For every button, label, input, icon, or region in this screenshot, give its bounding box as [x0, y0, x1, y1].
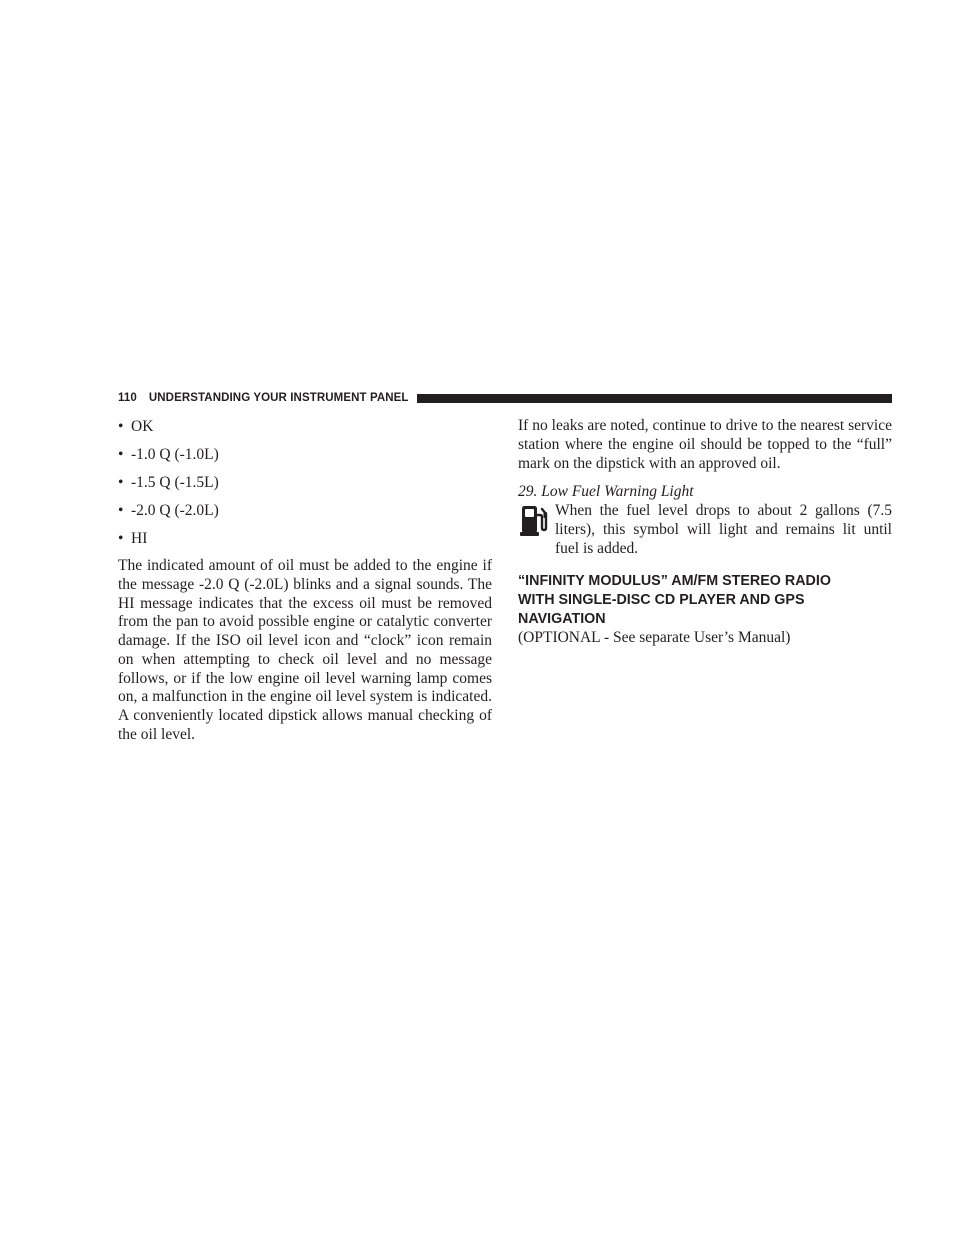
bullet-dot: •: [118, 474, 124, 491]
oil-level-option: HI: [131, 530, 148, 547]
optional-note: (OPTIONAL - See separate User’s Manual): [518, 629, 791, 647]
heading-line: “INFINITY MODULUS” AM/FM STEREO RADIO: [518, 573, 831, 590]
low-fuel-line: When the fuel level drops to about 2 gallons (7.5: [555, 502, 892, 520]
list-item: [118, 417, 492, 436]
bullet-dot: •: [118, 446, 124, 463]
list-item: [118, 529, 492, 548]
radio-section-heading: [518, 572, 892, 629]
section-title: UNDERSTANDING YOUR INSTRUMENT PANEL: [148, 392, 409, 404]
list-item: [118, 445, 492, 464]
page-number: 110: [118, 392, 137, 404]
leak-check-paragraph: If no leaks are noted, continue to drive to the nearest service station where the engine oil should be topped to the “full” mark on the dipstick with an approved oil.: [518, 417, 892, 472]
bullet-dot: •: [118, 418, 124, 435]
oil-level-option: OK: [131, 418, 154, 435]
low-fuel-subheading: 29. Low Fuel Warning Light: [518, 483, 694, 501]
bullet-dot: •: [118, 502, 124, 519]
oil-level-option: -1.0 Q (-1.0L): [131, 446, 219, 463]
bullet-dot: •: [118, 530, 124, 547]
left-column: [118, 417, 492, 745]
page-header: [118, 389, 892, 407]
oil-level-option: -2.0 Q (-2.0L): [131, 502, 219, 519]
low-fuel-description: [518, 501, 892, 558]
header-rule: [417, 394, 892, 403]
fuel-pump-icon: [520, 504, 548, 536]
low-fuel-line: fuel is added.: [555, 540, 639, 558]
oil-message-paragraph: The indicated amount of oil must be added to the engine if the message -2.0 Q (-2.0L) blinks and a signal sounds. The HI message indicates that the excess oil must be removed from the pan to avoid possible engine or catalytic converter damage. If the ISO oil level icon and “clock” icon remain on when attempting to check oil level and no message follows, or if the low engine oil level warning lamp comes on, a malfunction in the engine oil level system is indicated. A conveniently located dipstick allows manual checking of the oil level.: [118, 557, 492, 743]
list-item: [118, 501, 492, 520]
heading-line: WITH SINGLE-DISC CD PLAYER AND GPS: [518, 592, 805, 609]
oil-level-option: -1.5 Q (-1.5L): [131, 474, 219, 491]
list-item: [118, 473, 492, 492]
low-fuel-line: liters), this symbol will light and remains lit until: [555, 521, 892, 539]
heading-line: NAVIGATION: [518, 611, 606, 628]
right-column: [518, 417, 892, 648]
